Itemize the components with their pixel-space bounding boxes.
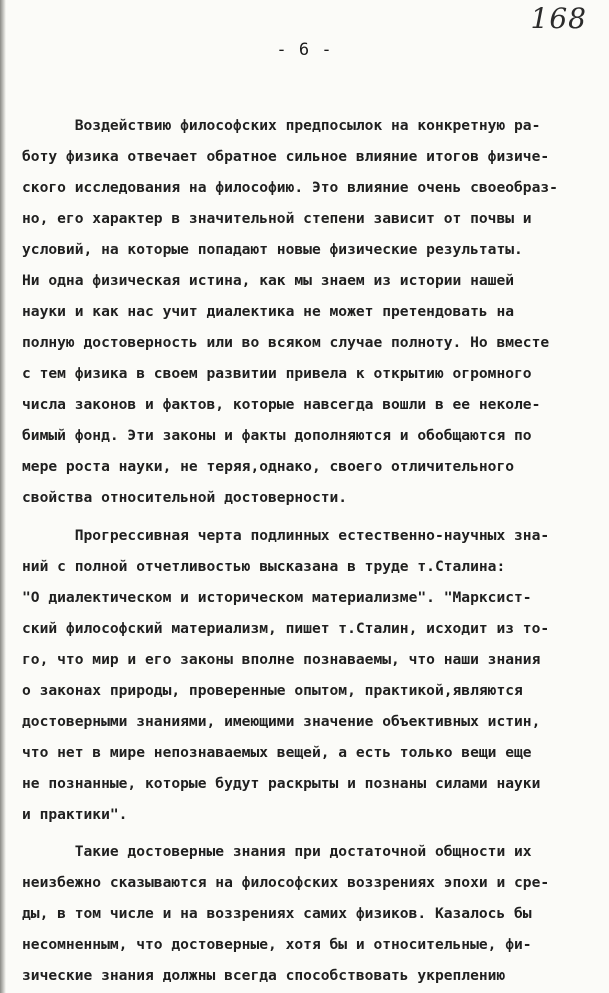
text-line: ский философский материализм, пишет т.Сталин, исходит из то-	[22, 620, 550, 637]
text-line: мере роста науки, не теряя,однако, своего отличительного	[22, 458, 515, 475]
text-line: с тем физика в своем развитии привела к открытию огромного	[22, 365, 532, 382]
text-line: числа законов и фактов, которые навсегда вошли в ее неколе-	[22, 396, 541, 413]
text-line: науки и как нас учит диалектика не может претендовать на	[22, 303, 515, 320]
text-line: бимый фонд. Эти законы и факты дополняются и обобщаются по	[22, 427, 532, 444]
text-line: но, его характер в значительной степени зависит от почвы и	[22, 210, 532, 227]
text-line: Воздействию философских предпосылок на конкретную ра-	[22, 117, 541, 134]
text-line: что нет в мире непознаваемых вещей, а есть только вещи еще	[22, 744, 532, 761]
text-line: неизбежно сказываются на философских воззрениях эпохи и сре-	[22, 874, 550, 891]
scan-edge-shadow	[0, 0, 6, 993]
text-line: достоверными знаниями, имеющими значение объективных истин,	[22, 713, 541, 730]
text-line: Такие достоверные знания при достаточной общности их	[22, 843, 532, 860]
text-line: несомненным, что достоверные, хотя бы и относительные, фи-	[22, 936, 532, 953]
text-line: ды, в том числе и на воззрениях самих физиков. Казалось бы	[22, 905, 532, 922]
page-number: - 6 -	[276, 40, 333, 60]
text-line: боту физика отвечает обратное сильное влияние итогов физиче-	[22, 148, 550, 165]
text-line: о законах природы, проверенные опытом, практикой,являются	[22, 682, 523, 699]
archive-page-number: 168	[530, 2, 587, 35]
text-line: не познанные, которые будут раскрыты и познаны силами науки	[22, 775, 541, 792]
text-line: ний с полной отчетливостью высказана в труде т.Сталина:	[22, 558, 506, 575]
text-line: Прогрессивная черта подлинных естественно-научных зна-	[22, 527, 550, 544]
text-line: свойства относительной достоверности.	[22, 489, 348, 506]
text-line: го, что мир и его законы вполне познаваемы, что наши знания	[22, 651, 541, 668]
text-line: и практики".	[22, 806, 128, 823]
text-line: условий, на которые попадают новые физические результаты.	[22, 241, 523, 258]
text-line: "О диалектическом и историческом материализме". "Марксист-	[22, 589, 532, 606]
text-line: ского исследования на философию. Это влияние очень своеобраз-	[22, 179, 558, 196]
text-line: Ни одна физическая истина, как мы знаем из истории нашей	[22, 272, 515, 289]
text-line: полную достоверность или во всяком случае полноту. Но вместе	[22, 334, 550, 351]
text-line: зические знания должны всегда способствовать укреплению	[22, 967, 506, 984]
